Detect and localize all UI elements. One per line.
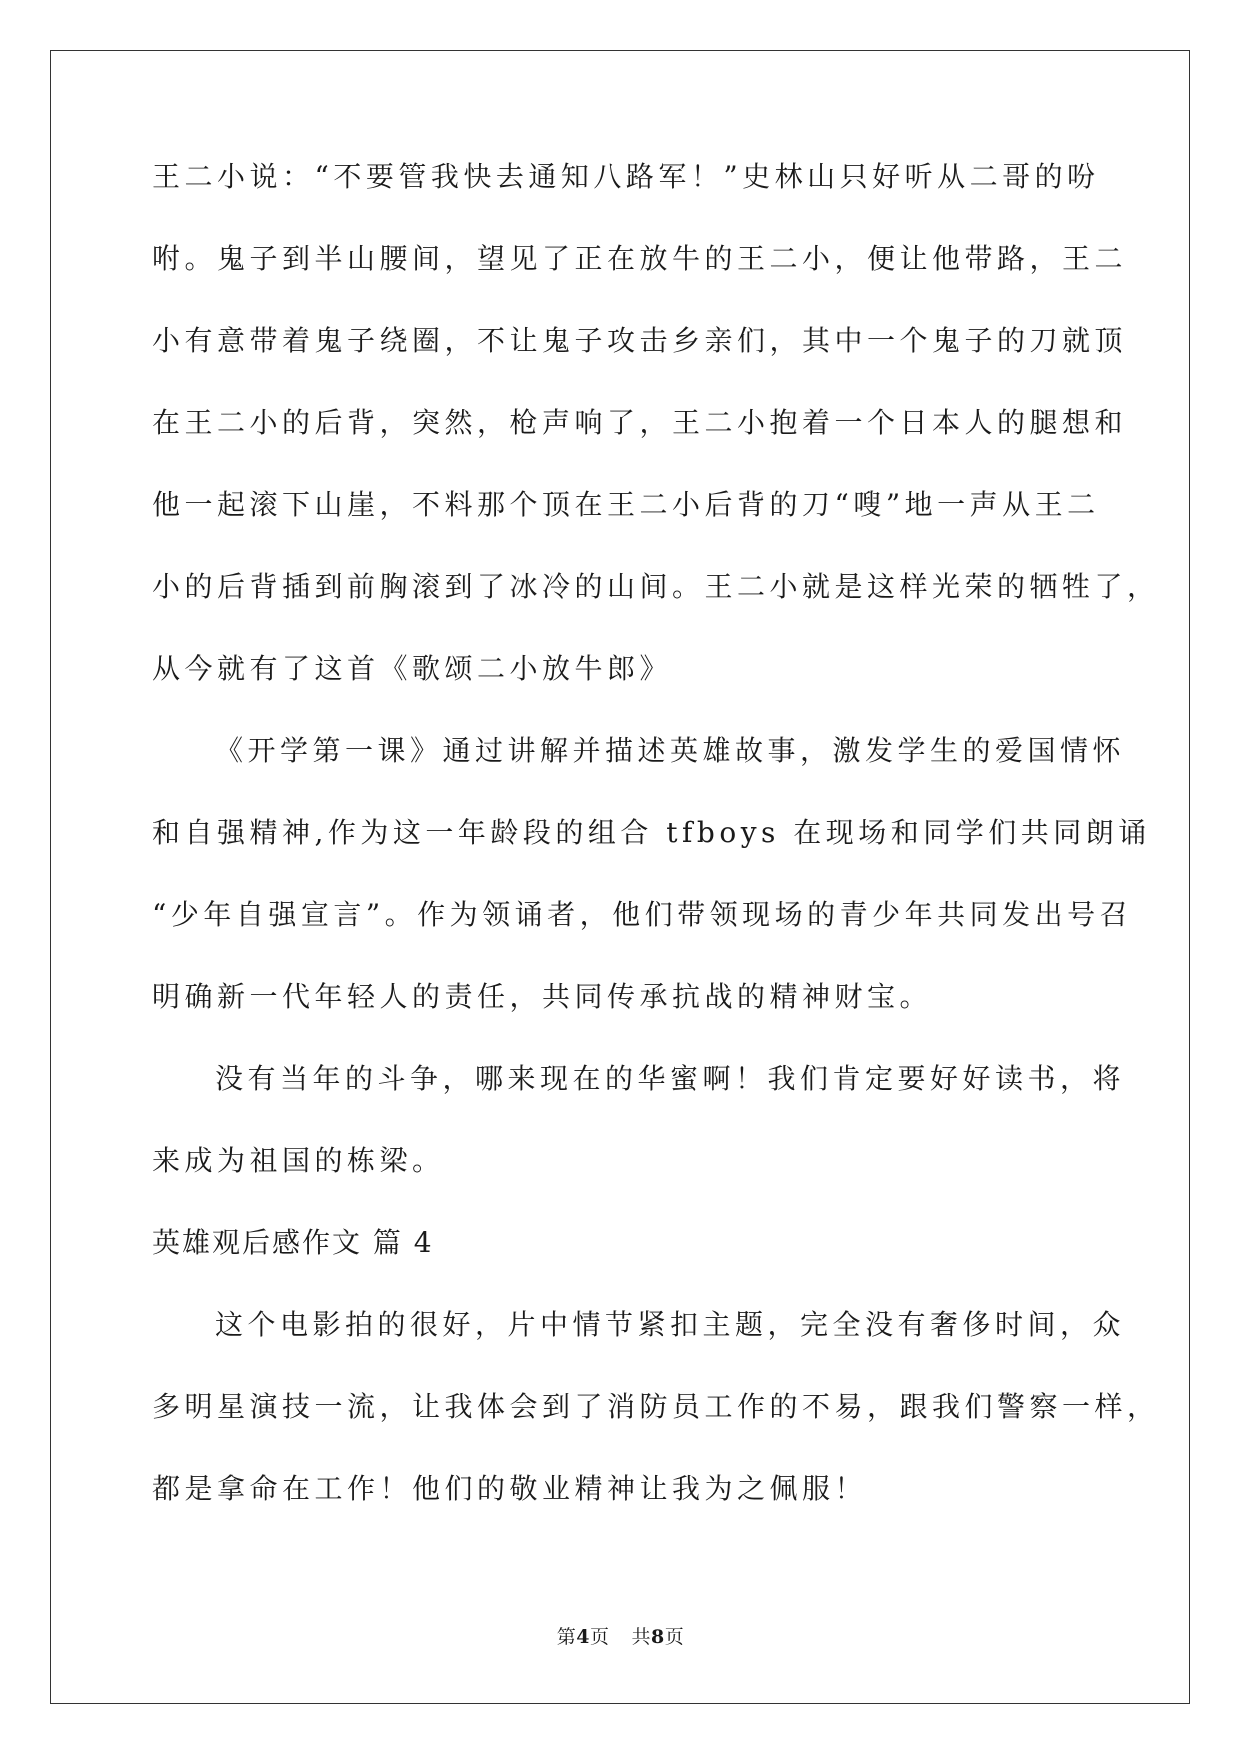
text-line-9: 和自强精神,作为这一年龄段的组合 tfboys 在现场和同学们共同朗诵	[152, 816, 1151, 849]
paragraph-start-line: 没有当年的斗争，哪来现在的华蜜啊！我们肯定要好好读书，将	[215, 1062, 1126, 1095]
page-unit: 页	[589, 1626, 610, 1648]
text-line-2: 咐。鬼子到半山腰间，望见了正在放牛的王二小，便让他带路，王二	[152, 242, 1128, 275]
text-line-7: 从今就有了这首《歌颂二小放牛郎》	[152, 652, 673, 685]
total-page-number: 8	[651, 1626, 665, 1648]
text-line-5: 他一起滚下山崖，不料那个顶在王二小后背的刀“嗖”地一声从王二	[152, 488, 1100, 521]
text-line-4: 在王二小的后背，突然，枪声响了，王二小抱着一个日本人的腿想和	[152, 406, 1128, 439]
total-unit: 页	[664, 1626, 685, 1648]
text-line-13: 来成为祖国的栋梁。	[152, 1144, 445, 1177]
paragraph-start-line: 这个电影拍的很好，片中情节紧扣主题，完全没有奢侈时间，众	[215, 1308, 1126, 1341]
text-line-16: 多明星演技一流，让我体会到了消防员工作的不易，跟我们警察一样，	[152, 1390, 1160, 1423]
current-page-number: 4	[576, 1626, 590, 1648]
text-line-3: 小有意带着鬼子绕圈，不让鬼子攻击乡亲们，其中一个鬼子的刀就顶	[152, 324, 1128, 357]
document-body	[152, 160, 1160, 1554]
page-prefix: 第	[556, 1626, 577, 1648]
text-line-11: 明确新一代年轻人的责任，共同传承抗战的精神财宝。	[152, 980, 933, 1013]
paragraph-start-line: 《开学第一课》通过讲解并描述英雄故事，激发学生的爱国情怀	[215, 734, 1126, 767]
text-line-17: 都是拿命在工作！他们的敬业精神让我为之佩服！	[152, 1472, 868, 1505]
text-line-10: “少年自强宣言”。作为领诵者，他们带领现场的青少年共同发出号召	[152, 898, 1133, 931]
section-heading: 英雄观后感作文 篇 4	[152, 1226, 434, 1259]
page-footer	[0, 1622, 1241, 1649]
total-prefix: 共	[631, 1626, 652, 1648]
text-line-1: 王二小说：“不要管我快去通知八路军！”史林山只好听从二哥的吩	[152, 160, 1100, 193]
text-line-6: 小的后背插到前胸滚到了冰冷的山间。王二小就是这样光荣的牺牲了，	[152, 570, 1160, 603]
